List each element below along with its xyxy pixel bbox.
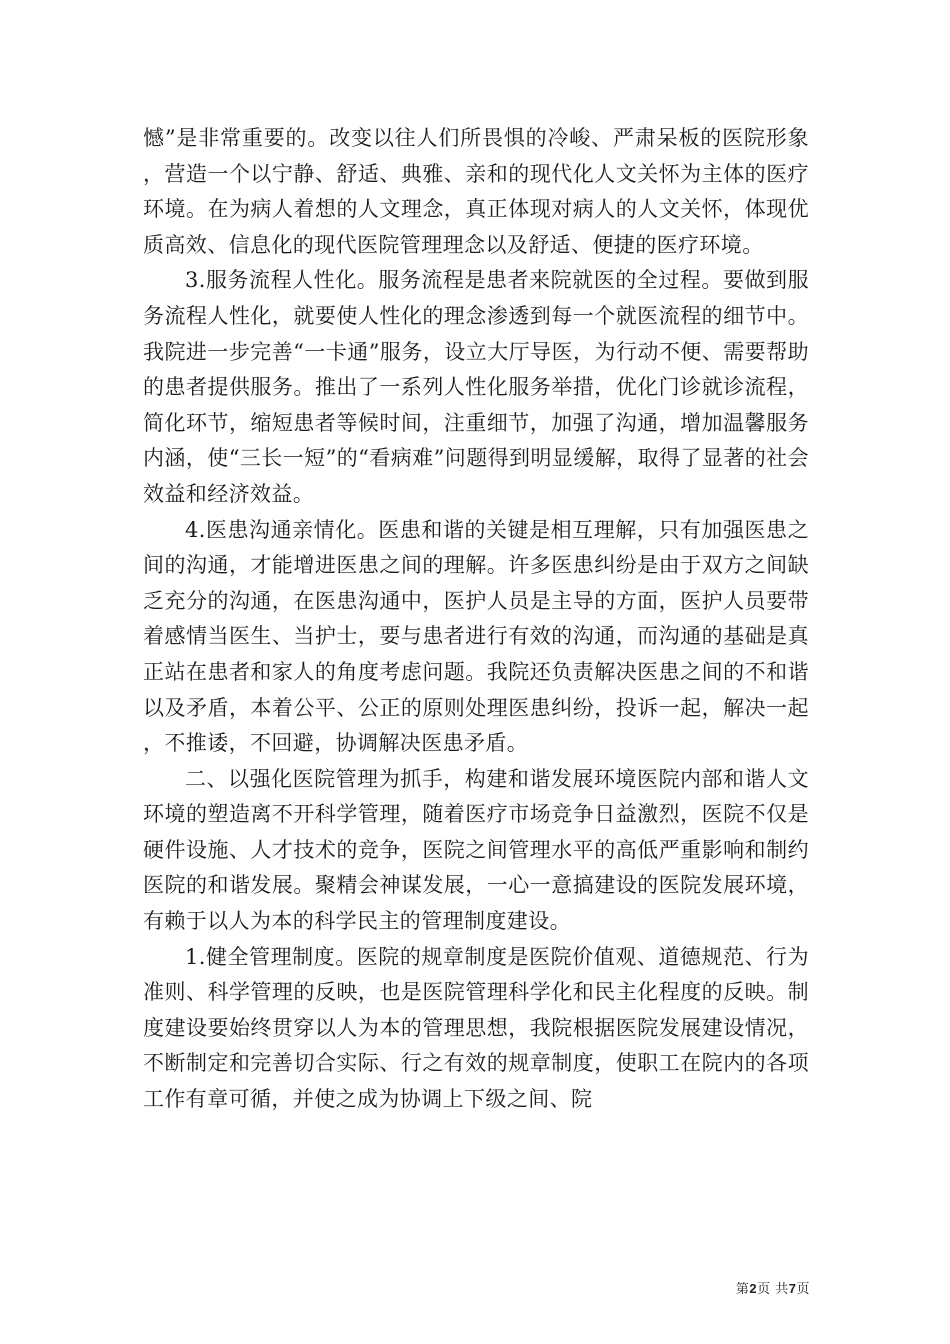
paragraph-service-process: 3.服务流程人性化。服务流程是患者来院就医的全过程。要做到服务流程人性化，就要使人性化的理念渗透到每一个就医流程的细节中。我院进一步完善“一卡通”服务，设立大厅导医，为行动不便、需要帮助的患者提供服务。推出了一系列人性化服务举措，优化门诊就诊流程，简化环节，缩短患者等候时间，注重细节，加强了沟通，增加温馨服务内涵，使“三长一短”的“看病难”问题得到明显缓解，取得了显著的社会效益和经济效益。	[143, 268, 809, 506]
paragraph-doctor-patient: 4.医患沟通亲情化。医患和谐的关键是相互理解，只有加强医患之间的沟通，才能增进医患之间的理解。许多医患纠纷是由于双方之间缺乏充分的沟通，在医患沟通中，医护人员是主导的方面，医护人员要带着感情当医生、当护士，要与患者进行有效的沟通，而沟通的基础是真正站在患者和家人的角度考虑问题。我院还负责解决医患之间的不和谐以及矛盾，本着公平、公正的原则处理医患纠纷，投诉一起，解决一起，不推诿，不回避，协调解决医患矛盾。	[143, 517, 809, 756]
page-footer-suffix: 页	[796, 1282, 810, 1297]
total-pages-number: 7	[788, 1281, 797, 1296]
page-footer-prefix: 第	[735, 1282, 750, 1297]
page-footer-middle: 页 共	[757, 1282, 789, 1297]
paragraph-section-two: 二、以强化医院管理为抓手，构建和谐发展环境医院内部和谐人文环境的塑造离不开科学管理，随着医疗市场竞争日益激烈，医院不仅是硬件设施、人才技术的竞争，医院之间管理水平的高低严重影响和制约医院的和谐发展。聚精会神谋发展，一心一意搞建设的医院发展环境，有赖于以人为本的科学民主的管理制度建设。	[143, 766, 809, 934]
paragraph-management-system: 1.健全管理制度。医院的规章制度是医院价值观、道德规范、行为准则、科学管理的反映，也是医院管理科学化和民主化程度的反映。制度建设要始终贯穿以人为本的管理思想，我院根据医院发展建设情况，不断制定和完善切合实际、行之有效的规章制度，使职工在院内的各项工作有章可循，并使之成为协调上下级之间、院	[143, 944, 809, 1112]
document-body	[143, 121, 809, 1118]
paragraph-continuation: 憾”是非常重要的。改变以往人们所畏惧的冷峻、严肃呆板的医院形象，营造一个以宁静、舒适、典雅、亲和的现代化人文关怀为主体的医疗环境。在为病人着想的人文理念，真正体现对病人的人文关怀，体现优质高效、信息化的现代医院管理理念以及舒适、便捷的医疗环境。	[143, 126, 809, 257]
page-footer	[700, 1278, 810, 1297]
current-page-number: 2	[749, 1281, 758, 1296]
